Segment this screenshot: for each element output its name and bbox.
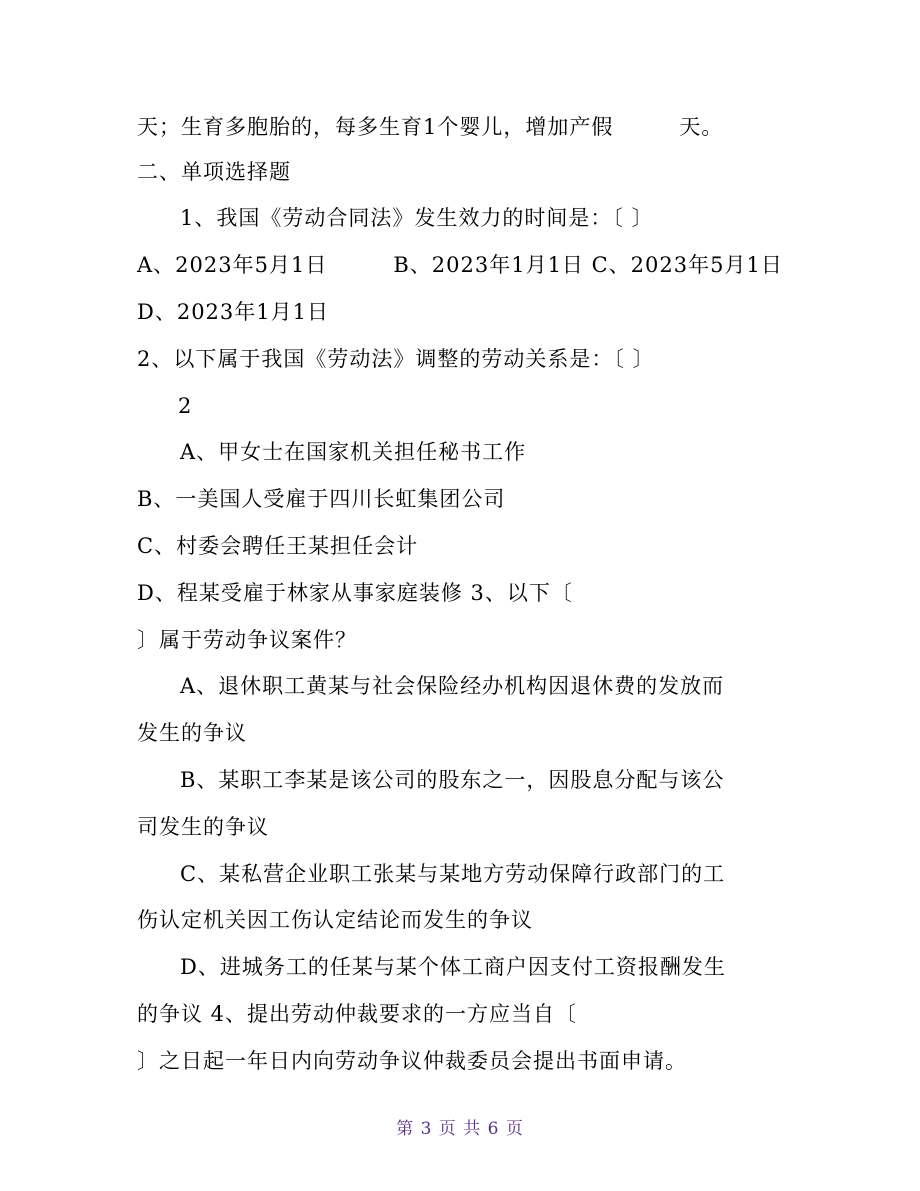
question-3-continued: 〕属于劳动争议案件？ [137, 628, 357, 652]
question-3-option-c: C、某私营企业职工张某与某地方劳动保障行政部门的工 [180, 862, 726, 886]
question-2: 2、以下属于我国《劳动法》调整的劳动关系是：〔 〕 [137, 347, 655, 371]
question-3-option-d-and-question-4: 的争议 4、提出劳动仲裁要求的一方应当自〔 [137, 1002, 578, 1026]
question-2-option-b: B、一美国人受雇于四川长虹集团公司 [137, 487, 506, 511]
text-line-maternity-leave: 天；生育多胞胎的，每多生育1个婴儿，增加产假 天。 [137, 115, 724, 139]
question-1: 1、我国《劳动合同法》发生效力的时间是：〔 〕 [180, 206, 654, 230]
question-2-option-a: A、甲女士在国家机关担任秘书工作 [180, 440, 527, 464]
question-1-option-d: D、2023年1月1日 [137, 300, 330, 324]
question-3-option-b: B、某职工李某是该公司的股东之一，因股息分配与该公 [180, 768, 725, 792]
stray-number: 2 [178, 394, 193, 418]
question-3-option-b-cont: 司发生的争议 [137, 815, 269, 839]
question-2-option-c: C、村委会聘任王某担任会计 [137, 534, 419, 558]
question-3-option-a-cont: 发生的争议 [137, 721, 247, 745]
question-2-option-d-and-question-3: D、程某受雇于林家从事家庭装修 3、以下〔 [137, 581, 573, 605]
question-3-option-c-cont: 伤认定机关因工伤认定结论而发生的争议 [137, 908, 533, 932]
question-3-option-a: A、退休职工黄某与社会保险经办机构因退休费的发放而 [180, 674, 725, 698]
question-4-continued: 〕之日起一年日内向劳动争议仲裁委员会提出书面申请。 [137, 1049, 687, 1073]
question-3-option-d: D、进城务工的任某与某个体工商户因支付工资报酬发生 [180, 955, 726, 979]
section-heading-single-choice: 二、单项选择题 [137, 160, 291, 184]
page-number-footer: 第 3 页 共 6 页 [396, 1119, 524, 1139]
question-1-options-abc: A、2023年5月1日 B、2023年1月1日 C、2023年5月1日 [137, 253, 783, 277]
